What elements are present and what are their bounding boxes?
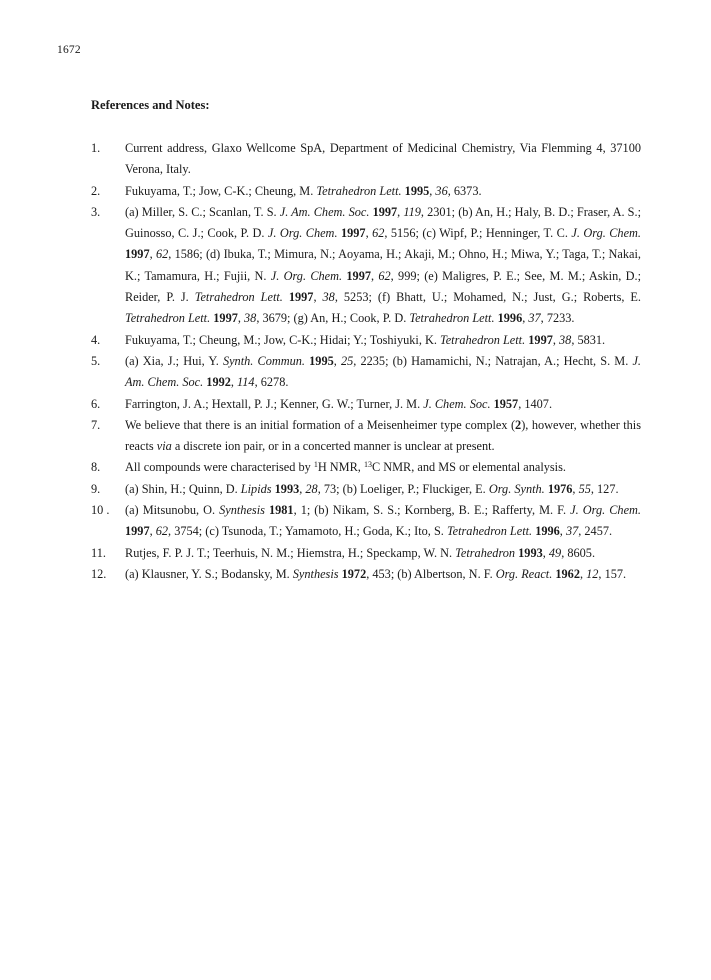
reference-text: [125, 479, 641, 500]
reference-bold-run: 1972: [341, 566, 367, 581]
reference-italic-run: Tetrahedron: [455, 545, 516, 560]
reference-text: [125, 394, 641, 415]
reference-bold-run: 1997: [125, 524, 150, 539]
reference-bold-run: 1995: [404, 183, 430, 198]
reference-text-run: Farrington, J. A.; Hextall, P. J.; Kenner, G. W.; Turner, J. M.: [125, 396, 424, 411]
reference-text-run: , 127.: [590, 481, 619, 496]
reference-text-run: , 6373.: [447, 183, 482, 198]
reference-bold-run: 1997: [372, 204, 398, 219]
reference-italic-run: Tetrahedron Lett.: [125, 311, 211, 326]
reference-text-run: Fukuyama, T.; Cheung, M.; Jow, C-K.; Hidai; Y.; Toshiyuki, K.: [125, 332, 440, 347]
reference-bold-run: 2: [515, 417, 522, 432]
reference-italic-run: Lipids: [240, 481, 272, 496]
reference-item: [91, 181, 641, 202]
reference-number: 12.: [91, 566, 107, 581]
reference-bold-run: 1997: [288, 290, 314, 305]
reference-bold-run: 1997: [340, 226, 366, 241]
reference-italic-run: J. Org. Chem.: [570, 503, 641, 518]
reference-bold-run: 1976: [547, 481, 573, 496]
reference-italic-run: 55: [578, 481, 591, 496]
reference-bold-run: 1997: [213, 311, 238, 326]
reference-text-run: ,: [149, 524, 156, 539]
reference-superscript: 1: [313, 460, 318, 470]
reference-text-run: ,: [552, 332, 560, 347]
reference-item: [91, 564, 641, 585]
reference-number: 6.: [91, 396, 101, 411]
reference-text: [125, 457, 641, 478]
reference-item: [91, 457, 641, 478]
reference-text-run: , 5253; (f) Bhatt, U.; Mohamed, N.; Just, G.; Roberts, E.: [334, 290, 642, 305]
reference-text-run: , 2235; (b) Hamamichi, N.; Natrajan, A.; Hecht, S. M.: [353, 353, 633, 368]
reference-number: 7.: [91, 417, 101, 432]
reference-bold-run: 1995: [309, 353, 334, 368]
reference-item: [91, 543, 641, 564]
reference-italic-run: J. Am. Chem. Soc.: [125, 353, 642, 390]
reference-text-run: Rutjes, F. P. J. T.; Teerhuis, N. M.; Hiemstra, H.; Speckamp, W. N.: [125, 545, 456, 560]
reference-text: [125, 181, 641, 202]
reference-text-run: Fukuyama, T.; Jow, C-K.; Cheung, M.: [125, 183, 317, 198]
reference-bold-run: 1997: [528, 332, 553, 347]
reference-item: [91, 479, 641, 500]
reference-italic-run: via: [156, 439, 172, 454]
reference-text: [125, 351, 641, 394]
reference-text-run: ,: [397, 204, 404, 219]
reference-italic-run: Org. Synth.: [488, 481, 545, 496]
reference-italic-run: 119: [403, 204, 421, 219]
reference-superscript: 13: [363, 460, 372, 470]
reference-text-run: , 1407.: [518, 396, 553, 411]
reference-italic-run: Tetrahedron Lett.: [409, 311, 495, 326]
reference-italic-run: Synthesis: [219, 503, 265, 518]
reference-number: 4.: [91, 332, 101, 347]
reference-item: [91, 351, 641, 394]
reference-text-run: ,: [313, 290, 323, 305]
reference-text-run: ,: [522, 311, 529, 326]
reference-text: [125, 138, 641, 181]
reference-item: [91, 394, 641, 415]
reference-italic-run: 49: [548, 545, 562, 560]
reference-italic-run: 36: [435, 183, 448, 198]
references-heading: References and Notes:: [91, 98, 210, 112]
reference-italic-run: Tetrahedron Lett.: [446, 524, 533, 539]
reference-text-run: , 6278.: [254, 375, 289, 390]
reference-text-run: ,: [429, 183, 436, 198]
reference-item: [91, 330, 641, 351]
reference-bold-run: 1962: [555, 566, 580, 581]
reference-text-run: , 999; (e) Maligres, P. E.; See, M. M.; Askin, D.; Reider, P. J.: [125, 268, 641, 305]
reference-italic-run: J. Org. Chem.: [267, 226, 338, 241]
reference-text-run: Current address, Glaxo Wellcome SpA, Department of Medicinal Chemistry, Via Flemming 4, 37100 Verona, Italy.: [125, 141, 641, 177]
reference-number: 11.: [91, 545, 106, 560]
reference-text: [125, 202, 641, 330]
reference-text-run: , 3679; (g) An, H.; Cook, P. D.: [256, 311, 410, 326]
reference-number: 3.: [91, 204, 101, 219]
reference-text-run: ,: [572, 481, 579, 496]
reference-italic-run: 62: [378, 268, 391, 283]
reference-number: 5.: [91, 353, 101, 368]
reference-number: 8.: [91, 460, 101, 475]
reference-text-run: ,: [542, 545, 549, 560]
reference-bold-run: 1993: [518, 545, 543, 560]
reference-number: 9.: [91, 481, 101, 496]
reference-item: [91, 415, 641, 458]
reference-text-run: (a) Mitsunobu, O.: [125, 503, 220, 518]
reference-text-run: , 8605.: [561, 545, 596, 560]
reference-text-run: ,: [237, 311, 245, 326]
reference-italic-run: 38: [244, 311, 257, 326]
page-number: 1672: [57, 44, 81, 56]
reference-text-run: ,: [365, 226, 373, 241]
reference-italic-run: J. Chem. Soc.: [423, 396, 491, 411]
reference-italic-run: J. Am. Chem. Soc.: [279, 204, 370, 219]
reference-text-run: ,: [230, 375, 238, 390]
reference-text-run: a discrete ion pair, or in a concerted manner is unclear at present.: [171, 439, 495, 454]
reference-italic-run: Tetrahedron Lett.: [316, 183, 402, 198]
reference-text-run: , 73; (b) Loeliger, P.; Fluckiger, E.: [317, 481, 489, 496]
reference-text: [125, 543, 641, 564]
reference-italic-run: 37: [528, 311, 541, 326]
reference-text-run: , 5156; (c) Wipf, P.; Henninger, T. C.: [384, 226, 572, 241]
reference-bold-run: 1992: [206, 375, 231, 390]
reference-italic-run: 62: [155, 247, 169, 262]
reference-italic-run: J. Org. Chem.: [571, 226, 641, 241]
reference-text-run: C NMR, and MS or elemental analysis.: [371, 460, 566, 475]
reference-text-run: (a) Miller, S. C.; Scanlan, T. S.: [125, 204, 280, 219]
reference-text-run: ,: [333, 353, 341, 368]
reference-bold-run: 1997: [346, 268, 371, 283]
reference-text: [125, 564, 641, 585]
reference-text-run: , 453; (b) Albertson, N. F.: [366, 566, 496, 581]
reference-italic-run: 28: [305, 481, 318, 496]
reference-text: [125, 500, 641, 543]
reference-text-run: , 2457.: [578, 524, 613, 539]
reference-text-run: ,: [149, 247, 156, 262]
reference-italic-run: 38: [322, 290, 335, 305]
reference-text: [125, 330, 641, 351]
reference-italic-run: Synthesis: [292, 566, 339, 581]
reference-italic-run: 62: [155, 524, 169, 539]
reference-text-run: , 1586; (d) Ibuka, T.; Mimura, N.; Aoyama, H.; Akaji, M.; Ohno, H.; Miwa, Y.; Taga, T.; Nakai, K.; Tamamura, H.; Fujii, N.: [125, 247, 641, 283]
reference-text-run: , 5831.: [571, 332, 606, 347]
reference-item: [91, 500, 641, 543]
reference-text-run: , 3754; (c) Tsunoda, T.; Yamamoto, H.; Goda, K.; Ito, S.: [168, 524, 447, 539]
reference-italic-run: 114: [237, 375, 255, 390]
reference-text-run: ), however, whether this reacts: [125, 417, 642, 454]
reference-bold-run: 1981: [268, 503, 294, 518]
reference-text-run: ,: [299, 481, 306, 496]
reference-text-run: , 157.: [598, 566, 627, 581]
reference-italic-run: J. Org. Chem.: [270, 268, 343, 283]
reference-italic-run: 38: [559, 332, 572, 347]
reference-text-run: (a) Shin, H.; Quinn, D.: [125, 481, 241, 496]
reference-bold-run: 1993: [274, 481, 300, 496]
reference-text-run: We believe that there is an initial formation of a Meisenheimer type complex (: [125, 417, 516, 432]
reference-bold-run: 1996: [497, 311, 523, 326]
reference-item: [91, 138, 641, 181]
reference-text-run: , 1; (b) Nikam, S. S.; Kornberg, B. E.; Rafferty, M. F.: [293, 503, 571, 518]
reference-bold-run: 1996: [535, 524, 560, 539]
reference-number: 1.: [91, 141, 101, 155]
reference-text-run: H NMR,: [317, 460, 364, 475]
reference-italic-run: 12: [586, 566, 599, 581]
reference-italic-run: Org. React.: [495, 566, 553, 581]
reference-italic-run: Tetrahedron Lett.: [440, 332, 526, 347]
reference-text-run: , 7233.: [540, 311, 575, 326]
reference-bold-run: 1957: [493, 396, 519, 411]
reference-text-run: (a) Klausner, Y. S.; Bodansky, M.: [125, 566, 293, 581]
reference-item: [91, 202, 641, 330]
reference-italic-run: 25: [340, 353, 354, 368]
reference-text-run: (a) Xia, J.; Hui, Y.: [125, 353, 223, 368]
reference-italic-run: 62: [372, 226, 385, 241]
reference-text-run: ,: [579, 566, 587, 581]
reference-number: 10 .: [91, 503, 110, 518]
references-list: [91, 138, 641, 585]
reference-text: [125, 415, 641, 458]
reference-bold-run: 1997: [125, 247, 150, 262]
reference-italic-run: Synth. Commun.: [222, 353, 305, 368]
reference-italic-run: 37: [565, 524, 579, 539]
reference-text-run: ,: [559, 524, 566, 539]
reference-text-run: ,: [371, 268, 379, 283]
reference-text-run: , 2301; (b) An, H.; Haly, B. D.; Fraser, A. S.; Guinosso, C. J.; Cook, P. D.: [125, 204, 641, 241]
reference-text-run: All compounds were characterised by: [125, 460, 314, 475]
reference-number: 2.: [91, 183, 101, 198]
reference-italic-run: Tetrahedron Lett.: [194, 290, 283, 305]
